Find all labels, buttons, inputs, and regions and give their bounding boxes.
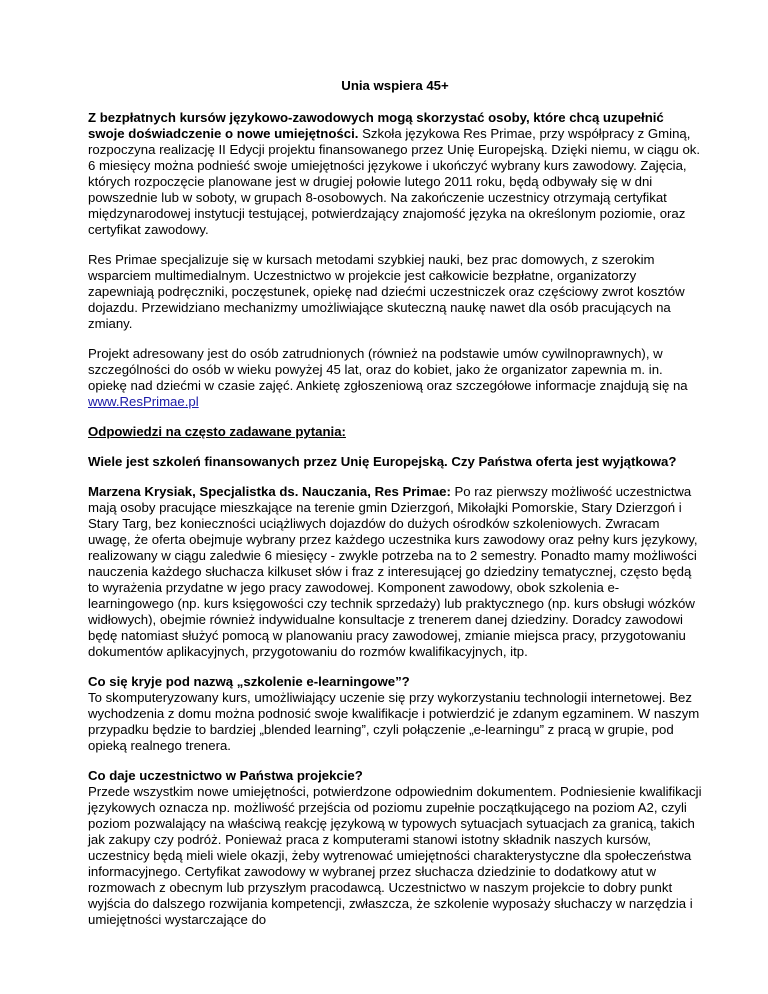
intro-body: Szkoła językowa Res Primae, przy współpracy z Gminą, rozpoczyna realizację II Edycji projektu finansowanego przez Unię Europejską. Dzięki niemu, w ciągu ok. 6 miesięcy można podnieść swoje umiejętności językowe i ukończyć wybrany kurs zawodowy. Zajęcia, których rozpoczęcie planowane jest w drugiej połowie lutego 2011 roku, będą odbywały się w dni powszednie lub w soboty, w grupach 8-osobowych. Na zakończenie uczestnicy otrzymają certyfikat międzynarodowej instytucji testującej, potwierdzający znajomość języka na określonym poziomie, oraz certyfikat zawodowy. xyxy=(88,126,701,237)
resprimae-link[interactable]: www.ResPrimae.pl xyxy=(88,394,199,409)
answer-3: Przede wszystkim nowe umiejętności, potwierdzone odpowiednim dokumentem. Podniesienie kwalifikacji językowych oznacza np. możliwość przejścia od poziomu zupełnie początkującego na poziom A2, czyli poziom pozwalający na właściwą reakcję językową w typowych sytuacjach sytuacjach za granicą, takich jak zakupy czy podróż. Ponieważ praca z komputerami stanowi istotny składnik naszych kursów, uczestnicy będą mieli wiele okazji, żeby wytrenować umiejętności charakterystyczne dla społeczeństwa informacyjnego. Certyfikat zawodowy w wybranej przez słuchacza dziedzinie to dodatkowy atut w rozmowach z obecnym lub przyszłym pracodawcą. Uczestnictwo w naszym projekcie to dobry punkt wyjścia do dalszego rozwijania kompetencji, zwłaszcza, że szkolenie wyposaży słuchaczy w narzędzia i umiejętności wystarczające do xyxy=(88,784,702,927)
document-title: Unia wspiera 45+ xyxy=(341,78,449,93)
intro-lead: Z bezpłatnych kursów językowo-zawodowych mogą skorzystać osoby, które chcą uzupełnić swoje doświadczenie o nowe umiejętności. xyxy=(88,110,664,141)
paragraph-3 xyxy=(88,346,702,410)
faq-item-2 xyxy=(88,674,702,754)
answer-2: To skomputeryzowany kurs, umożliwiający uczenie się przy wykorzystaniu technologii internetowej. Bez wychodzenia z domu można podnosić swoje kwalifikacje i potwierdzić je zdanym egzaminem. W naszym przypadku będzie to bardziej „blended learning”, czyli połączenie „e-learningu” z pracą w grupie, pod opieką realnego trenera. xyxy=(88,690,700,753)
answer-1 xyxy=(88,484,702,660)
answer-1-speaker: Marzena Krysiak, Specjalistka ds. Nauczania, Res Primae: xyxy=(88,484,451,499)
intro-paragraph xyxy=(88,110,702,238)
question-2: Co się kryje pod nazwą „szkolenie e-learningowe”? xyxy=(88,674,410,689)
faq-item-3 xyxy=(88,768,702,928)
paragraph-3-text: Projekt adresowany jest do osób zatrudnionych (również na podstawie umów cywilnoprawnych), w szczególności do osób w wieku powyżej 45 lat, oraz do kobiet, jako że organizator zapewnia m. in. opiekę nad dziećmi w czasie zajęć. Ankietę zgłoszeniową oraz szczegółowe informacje znajdują się na xyxy=(88,346,688,393)
question-3: Co daje uczestnictwo w Państwa projekcie? xyxy=(88,768,363,783)
question-1: Wiele jest szkoleń finansowanych przez Unię Europejską. Czy Państwa oferta jest wyjątkowa? xyxy=(88,454,677,469)
faq-heading xyxy=(88,424,702,440)
faq-heading-text: Odpowiedzi na często zadawane pytania: xyxy=(88,424,346,439)
answer-1-text: Po raz pierwszy możliwość uczestnictwa mają osoby pracujące mieszkające na terenie gmin Dzierzgoń, Mikołajki Pomorskie, Stary Dzierzgoń i Stary Targ, bez konieczności uciążliwych dojazdów do dużych ośrodków szkoleniowych. Zwracam uwagę, że oferta obejmuje wybrany przez każdego uczestnika kurs zawodowy oraz pełny kurs językowy, realizowany w ciągu zaledwie 6 miesięcy - zwykle potrzeba na to 2 semestry. Ponadto mamy możliwości nauczenia każdego słuchacza kilkuset słów i fraz z interesującej go dziedziny tematycznej, często będą to wyrażenia przydatne w jego pracy zawodowej. Komponent zawodowy, obok szkolenia e-learningowego (np. kurs księgowości czy technik sprzedaży) lub praktycznego (np. kurs obsługi wózków widłowych), obejmie również indywidualne konsultacje z trenerem danej dziedziny. Doradcy zawodowi będę natomiast służyć pomocą w planowaniu pracy zawodowej, zmianie miejsca pracy, przygotowaniu dokumentów aplikacyjnych, przygotowaniu do rozmów kwalifikacyjnych, itp. xyxy=(88,484,698,659)
paragraph-2: Res Primae specjalizuje się w kursach metodami szybkiej nauki, bez prac domowych, z szerokim wsparciem multimedialnym. Uczestnictwo w projekcie jest całkowicie bezpłatne, organizatorzy zapewniają podręczniki, poczęstunek, opiekę nad dziećmi uczestniczek oraz częściowy zwrot kosztów dojazdu. Przewidziano mechanizmy umożliwiające skuteczną naukę nawet dla osób pracujących na zmiany. xyxy=(88,252,685,331)
